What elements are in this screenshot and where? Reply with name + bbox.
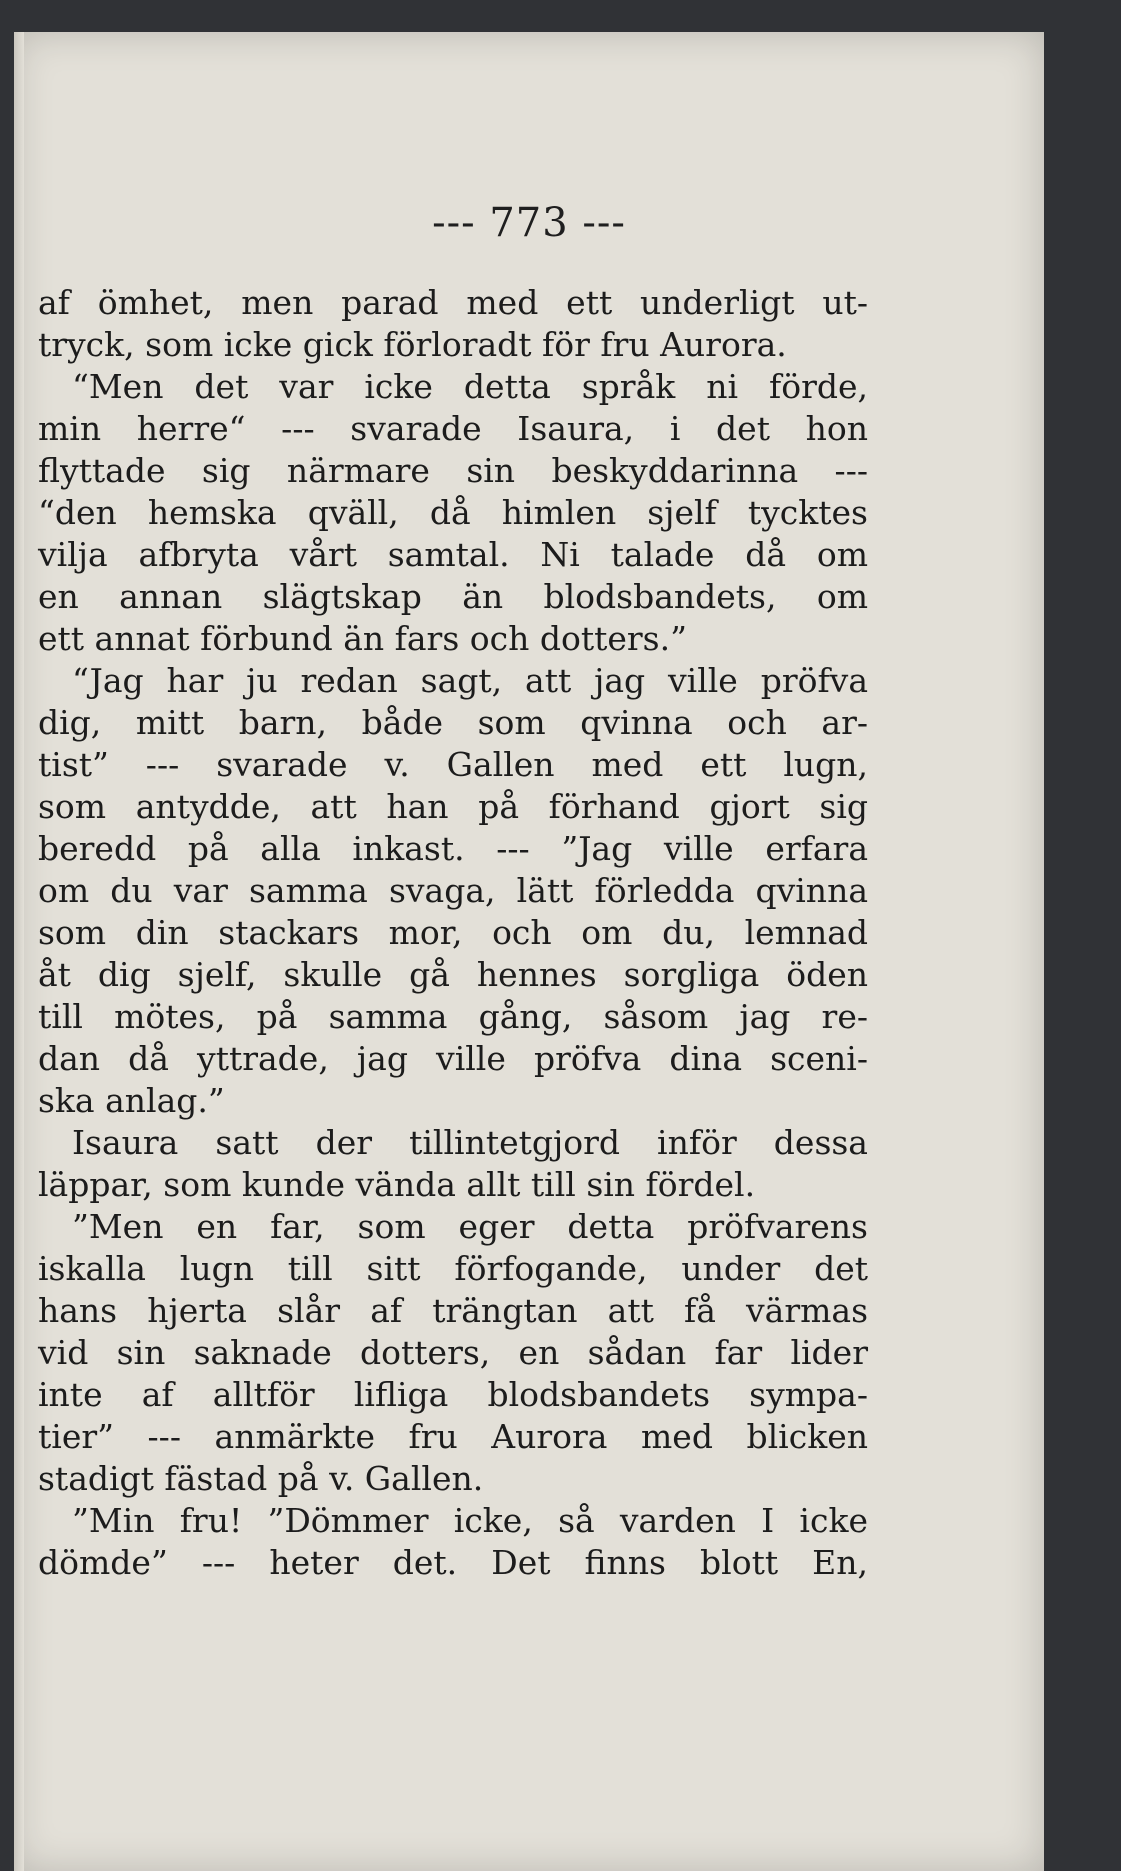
text-line: flyttade sig närmare sin beskyddarinna --- bbox=[38, 451, 868, 490]
text-line: om du var samma svaga, lätt förledda qvinna bbox=[38, 871, 868, 910]
text-line: dömde” --- heter det. Det finns blott En, bbox=[38, 1543, 868, 1582]
text-line: ”Min fru! ”Dömmer icke, så varden I icke bbox=[72, 1501, 868, 1540]
text-line: “Jag har ju redan sagt, att jag ville pröfva bbox=[72, 661, 868, 700]
text-line: dan då yttrade, jag ville pröfva dina sceni- bbox=[38, 1039, 868, 1078]
text-line: tist” --- svarade v. Gallen med ett lugn, bbox=[38, 745, 868, 784]
text-line: tier” --- anmärkte fru Aurora med blicken bbox=[38, 1417, 868, 1456]
text-line: stadigt fästad på v. Gallen. bbox=[38, 1459, 484, 1498]
text-line: en annan slägtskap än blodsbandets, om bbox=[38, 577, 868, 616]
body-text bbox=[38, 282, 868, 1584]
text-line: ska anlag.” bbox=[38, 1081, 225, 1120]
text-line: af ömhet, men parad med ett underligt ut- bbox=[38, 283, 868, 322]
text-line: som din stackars mor, och om du, lemnad bbox=[38, 913, 868, 952]
text-line: åt dig sjelf, skulle gå hennes sorgliga öden bbox=[38, 955, 868, 994]
text-line: ”Men en far, som eger detta pröfvarens bbox=[72, 1207, 868, 1246]
text-line: hans hjerta slår af trängtan att få värmas bbox=[38, 1291, 868, 1330]
text-line: “den hemska qväll, då himlen sjelf tycktes bbox=[38, 493, 868, 532]
text-line: “Men det var icke detta språk ni förde, bbox=[72, 367, 868, 406]
text-line: inte af alltför lifliga blodsbandets sympa- bbox=[38, 1375, 868, 1414]
text-line: tryck, som icke gick förloradt för fru Aurora. bbox=[38, 325, 787, 364]
text-line: vilja afbryta vårt samtal. Ni talade då om bbox=[38, 535, 868, 574]
text-line: iskalla lugn till sitt förfogande, under det bbox=[38, 1249, 868, 1288]
page-number: --- 773 --- bbox=[432, 200, 626, 246]
text-line: som antydde, att han på förhand gjort sig bbox=[38, 787, 868, 826]
text-line: ett annat förbund än fars och dotters.” bbox=[38, 619, 687, 658]
text-line: till mötes, på samma gång, såsom jag re- bbox=[38, 997, 868, 1036]
page-binding-edge bbox=[14, 32, 24, 1871]
text-line: Isaura satt der tillintetgjord inför dessa bbox=[72, 1123, 868, 1162]
text-line: läppar, som kunde vända allt till sin fördel. bbox=[38, 1165, 756, 1204]
book-page bbox=[14, 32, 1044, 1871]
text-line: min herre“ --- svarade Isaura, i det hon bbox=[38, 409, 868, 448]
text-line: beredd på alla inkast. --- ”Jag ville erfara bbox=[38, 829, 868, 868]
text-line: vid sin saknade dotters, en sådan far lider bbox=[38, 1333, 868, 1372]
text-line: dig, mitt barn, både som qvinna och ar- bbox=[38, 703, 868, 742]
